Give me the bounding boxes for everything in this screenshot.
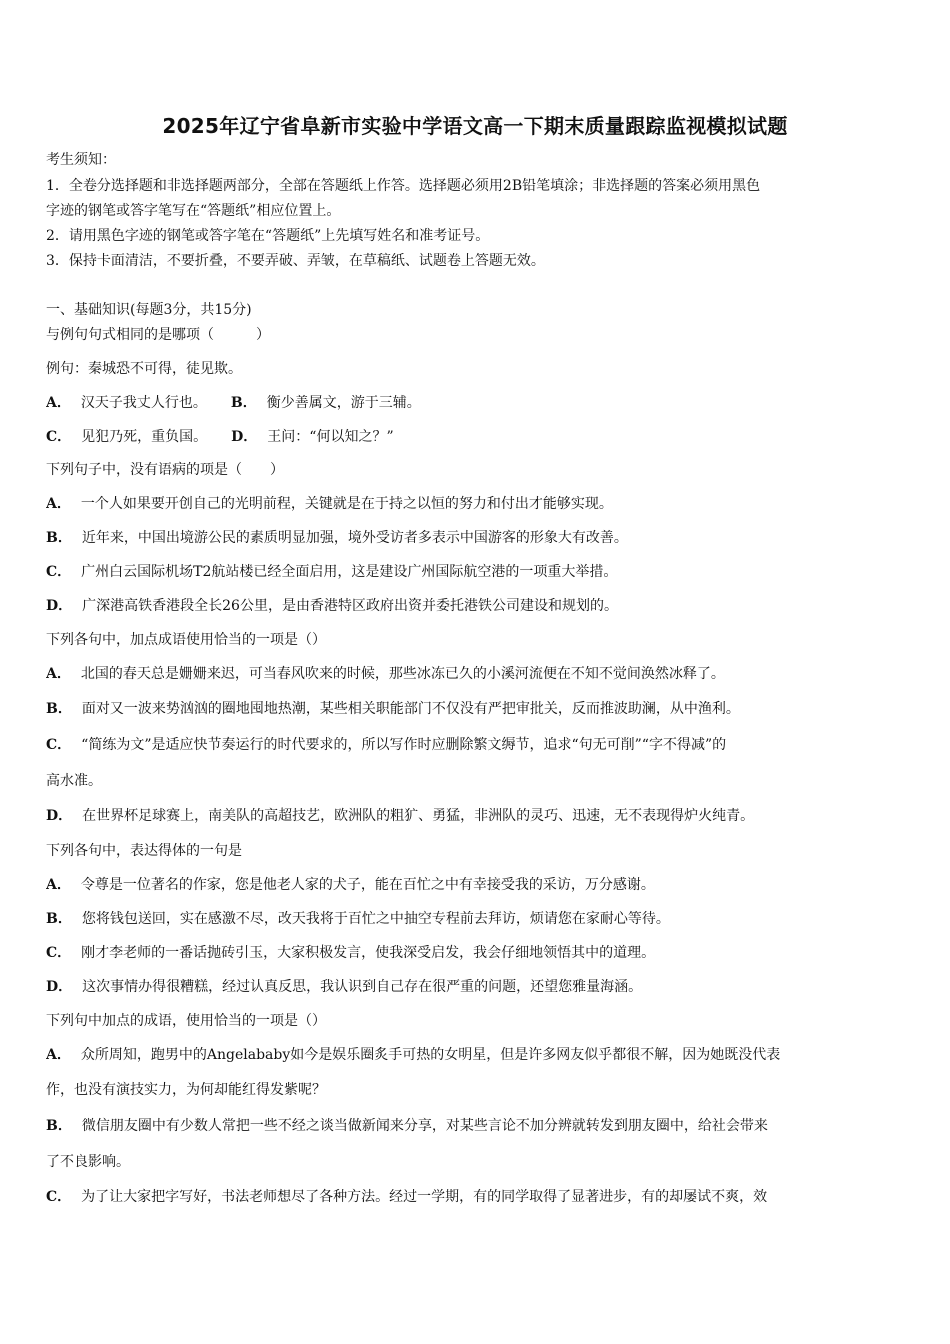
q4-option-a: 令尊是一位著名的作家，您是他老人家的犬子，能在百忙之中有幸接受我的采访，万分感谢。 [80, 877, 655, 893]
q2-option-d-row [46, 596, 906, 616]
q1-option-d-label: D． [231, 429, 258, 445]
q1-options-ab [46, 393, 906, 413]
q3-option-c-row [46, 735, 906, 755]
q5-option-b-label: B． [46, 1118, 72, 1134]
q3-option-c-line-2: 高水准。 [46, 773, 102, 789]
q3-option-c-line-1: “简练为文”是适应快节奏运行的时代要求的，所以写作时应删除繁文缛节，追求“句无可削”“字不得减”的 [81, 737, 727, 753]
q1-option-c-label: C． [46, 429, 72, 445]
q4-option-b-row [46, 909, 906, 929]
q5-option-a-line-1: 众所周知，跑男中的Angelababy如今是娱乐圈炙手可热的女明星，但是许多网友似乎都很不解，因为她既没代表 [80, 1047, 781, 1063]
q2-option-a-row [46, 494, 906, 514]
q1-option-d: 王问：“何以知之？” [267, 429, 394, 445]
q3-option-b-row [46, 699, 906, 719]
q5-stem: 下列句中加点的成语，使用恰当的一项是（） [46, 1013, 326, 1029]
q2-stem: 下列句子中，没有语病的项是（ ） [46, 462, 284, 478]
q5-option-c-label: C． [46, 1189, 72, 1205]
q3-option-c-label: C． [46, 737, 72, 753]
q4-option-d-row [46, 977, 906, 997]
q2-option-c-label: C． [46, 564, 72, 580]
q2-option-c: 广州白云国际机场T2航站楼已经全面启用，这是建设广州国际航空港的一项重大举措。 [81, 564, 618, 580]
q2-option-c-row [46, 562, 906, 582]
q1-option-a-label: A． [46, 395, 71, 411]
notice-item-1-line-1: 1．全卷分选择题和非选择题两部分，全部在答题纸上作答。选择题必须用2B铅笔填涂；非选择题的答案必须用黑色 [46, 178, 761, 194]
q4-option-a-row [46, 875, 906, 895]
q3-option-b-label: B． [46, 701, 72, 717]
q5-option-a-line-2: 作，也没有演技实力，为何却能红得发紫呢？ [46, 1082, 326, 1098]
q1-stem: 与例句句式相同的是哪项（ ） [46, 327, 270, 343]
q1-option-a: 汉天子我丈人行也。 [80, 395, 207, 411]
section-heading: 一、基础知识(每题3分，共15分) [46, 302, 252, 318]
q4-stem: 下列各句中，表达得体的一句是 [46, 843, 242, 859]
q5-option-a-row [46, 1045, 906, 1065]
q2-option-a: 一个人如果要开创自己的光明前程，关键就是在于持之以恒的努力和付出才能够实现。 [80, 496, 613, 512]
q1-options-cd [46, 427, 906, 447]
q1-option-b-label: B． [230, 395, 257, 411]
q2-option-d-label: D． [46, 598, 73, 614]
q5-option-b-line-2: 了不良影响。 [46, 1154, 130, 1170]
notice-item-3: 3．保持卡面清洁，不要折叠，不要弄破、弄皱，在草稿纸、试题卷上答题无效。 [46, 253, 545, 269]
q4-option-d: 这次事情办得很糟糕，经过认真反思，我认识到自己存在很严重的问题，还望您雅量海涵。 [82, 979, 643, 995]
q2-option-b-label: B． [46, 530, 72, 546]
q1-option-b: 衡少善属文，游于三辅。 [266, 395, 421, 411]
q5-option-b-line-1: 微信朋友圈中有少数人常把一些不经之谈当做新闻来分享，对某些言论不加分辨就转发到朋友圈中，给社会带来 [81, 1118, 768, 1134]
q4-option-b: 您将钱包送回，实在感激不尽，改天我将于百忙之中抽空专程前去拜访，烦请您在家耐心等待。 [81, 911, 670, 927]
exam-title: 2025年辽宁省阜新市实验中学语文高一下期末质量跟踪监视模拟试题 [162, 114, 788, 138]
notice-item-1-line-2: 字迹的钢笔或答字笔写在“答题纸”相应位置上。 [46, 203, 341, 219]
q3-option-b: 面对又一波来势汹汹的圈地囤地热潮，某些相关职能部门不仅没有严把审批关，反而推波助澜，从中渔利。 [81, 701, 740, 717]
q4-option-d-label: D． [46, 979, 73, 995]
notice-heading: 考生须知： [46, 152, 116, 168]
notice-item-2: 2．请用黑色字迹的钢笔或答字笔在“答题纸”上先填写姓名和准考证号。 [46, 228, 490, 244]
q3-stem: 下列各句中，加点成语使用恰当的一项是（） [46, 632, 326, 648]
q3-option-a-row [46, 664, 906, 684]
q4-option-c-label: C． [46, 945, 72, 961]
q5-option-c-line-1: 为了让大家把字写好，书法老师想尽了各种方法。经过一学期，有的同学取得了显著进步，有的却屡试不爽，效 [81, 1189, 768, 1205]
q4-option-c-row [46, 943, 906, 963]
q3-option-d-label: D． [46, 808, 73, 824]
q3-option-d: 在世界杯足球赛上，南美队的高超技艺，欧洲队的粗犷、勇猛，非洲队的灵巧、迅速，无不表现得炉火纯青。 [82, 808, 755, 824]
q5-option-a-label: A． [46, 1047, 71, 1063]
q5-option-c-row [46, 1187, 906, 1207]
q3-option-a: 北国的春天总是姗姗来迟，可当春风吹来的时候，那些冰冻已久的小溪河流便在不知不觉间涣然冰释了。 [80, 666, 725, 682]
q1-example: 例句：秦城恐不可得，徒见欺。 [46, 361, 242, 377]
q5-option-b-row [46, 1116, 906, 1136]
q4-option-b-label: B． [46, 911, 72, 927]
q2-option-b: 近年来，中国出境游公民的素质明显加强，境外受访者多表示中国游客的形象大有改善。 [81, 530, 628, 546]
q3-option-a-label: A． [46, 666, 71, 682]
q2-option-d: 广深港高铁香港段全长26公里，是由香港特区政府出资并委托港铁公司建设和规划的。 [82, 598, 618, 614]
q2-option-a-label: A． [46, 496, 71, 512]
q4-option-a-label: A． [46, 877, 71, 893]
q3-option-d-row [46, 806, 906, 826]
q2-option-b-row [46, 528, 906, 548]
q4-option-c: 刚才李老师的一番话抛砖引玉，大家积极发言，使我深受启发，我会仔细地领悟其中的道理。 [81, 945, 656, 961]
q1-option-c: 见犯乃死，重负国。 [81, 429, 208, 445]
